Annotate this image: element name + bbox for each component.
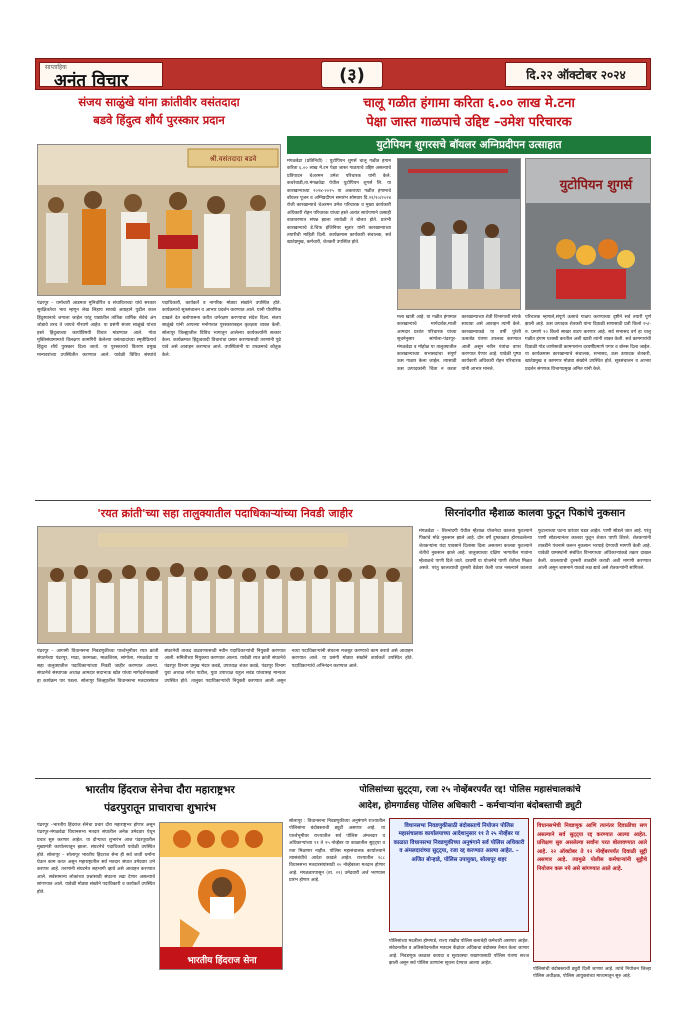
story6-info-box-red: विधानसभेची निवडणूक आणि त्यानंतर दिवाळीचा सण असल्याने सर्व सुट्ट्या रद्द करण्यात आल्या आहेत. प्रशिक्षण सुरु असलेल्या सर्वांना परत बोलावण्यात आले आहे. २२ ऑक्टोबर ते १२ नोव्हेंबरपर्यंत दिवाळी सुट्टी असणार आहे. त्यामुळे पोलीस कर्मचाऱ्यांनी सुट्टीचे नियोजन करू नये असे सांगण्यात आले आहे.	[533, 818, 651, 962]
newspaper-title: अनंत विचार	[54, 71, 129, 91]
story2-headline-line2: पेक्षा जास्त गाळपाचे उद्दिष्ट –उमेश परिचारक	[366, 115, 572, 130]
award-ceremony-photo	[38, 145, 281, 296]
story2-body-mid: मला खात्री आहे. या गळीत हंगामात कारखान्याचे मार्गदर्शक,माजी आमदार प्रशांत परिचारक यांच्या सूचनेनुसार सांगोला-पंढरपूर-मंगळवेढा व मोहोळ या तालुक्यातील कारखान्याच्या सभासदांचा संपूर्ण ऊस गाळप केला जाईल. त्यासाठी ऊस उत्पादकांनी चिंता न करता कारखान्याच्या शेती विभागाशी संपर्क साधावा असे आवाहन त्यांनी केले. कारखान्याकडे या वर्षी पुरेशी ऊसतोड यंत्रणा उपलब्ध करण्यात आली असून नवीन यंत्रांचा वापर करण्यात येणार आहे. यावेळी पुष्पा कार्यकारी अधिकारी रोहन परिचारक यांनी आभार मानले.	[397, 315, 521, 372]
story2-body-left: मंगळवेढा (प्रतिनिधी) : युटोपियन शुगर्स चालू गळीत हंगाम करिता ६.०० लाख मे.टन पेक्षा जास्त गाळपाचे उद्दिष्ट असल्याचे प्रतिपादन चेअरमन उमेश परिचारक यांनी केले. कचरेवाडी,ता.मंगळवेढा येथील युटोपियन शुगर्स लि. या कारखान्याच्या २०२४-२०२५ या अकराव्या गळीत हंगामाचे बॉयलर पूजन व अग्निप्रदीपन समारंभ सोमवार दि.२१/१०/२०२४ रोजी कारखान्याचे चेअरमन उमेश परिचारक व मुख्य कार्यकारी अधिकारी रोहन परिचारक यांच्या हस्ते अत्यंत साधेपणाने उत्साही वातावरणात संपन्न झाला त्यावेळी ते बोलत होते. प्रारंभी कारखान्याचे डे.चिफ इंजिनियर सूतार यांनी कारखान्याच्या तयारीची माहिती दिली. कार्यक्रमास कार्यकारी संचालक, सर्व खातेप्रमुख, कर्मचारी, शेतकरी उपस्थित होते.	[287, 159, 391, 246]
story6-body-mid: पोलिसांच्या मदतीला होमगार्ड, राज्य राखीव पोलिस बलाचेही कर्मचारी असणार आहेत. संवेदनशील व अतिसंवेदनशील मतदान केंद्रांवर अधिकचा बंदोबस्त तैनात केला जाणार आहे. निवडणूक काळात कायदा व सुव्यवस्था राखण्यासाठी पोलिस यंत्रणा सज्ज झाली असून सर्व पोलिस ठाण्यांना सूचना देण्यात आल्या आहेत.	[389, 939, 529, 967]
story6-headline-line2: आदेश, होमगार्डसह पोलिस अधिकारी – कर्मचाऱ्यांना बंदोबस्ताची ड्युटी	[358, 801, 582, 811]
story5-headline-line2: पंढरपुरातून प्राचाराचा शुभारंभ	[104, 802, 216, 814]
story2-body-right: परिचारक म्हणाले,संपूर्ण ऊसाचे गाळप करण्याच्या दृष्टीने सर्व तयारी पूर्ण झाली आहे. ऊस उत्पादक शेतकरी यांना दिवाळी सणासाठी प्रती किलो २५/- रु. प्रमाणे १० किलो साखर वाटप करणार आहे. सर्व सभासद वर्ग हा चालू गळीत हंगाम यशस्वी करतील अशी खात्री त्यांनी व्यक्त केली. सर्व कामगारांची दिवाळी गोड जाणेसाठी कामगारांना दरवर्षीप्रमाणे पगार व बोनस दिला जाईल. या कार्यक्रमास कारखान्याचे संचालक, सभासद, ऊस उत्पादक शेतकरी, खातेप्रमुख व कामगार मोठ्या संख्येने उपस्थित होते. सूत्रसंचालन व आभार प्रदर्शन संगणक विभागप्रमुख अमित यांनी केले.	[525, 315, 651, 372]
story1-photo	[37, 144, 281, 296]
boiler-decoration-photo	[526, 159, 651, 310]
issue-date: दि.२२ ऑक्टोबर २०२४	[505, 62, 647, 87]
hindraj-sena-poster	[160, 823, 283, 970]
masthead	[35, 58, 651, 90]
story2-subhead: युटोपियन शुगरसचे बॉयलर अग्निप्रदीपन उत्साहात	[287, 136, 651, 154]
story5-poster	[159, 822, 283, 970]
story6-body-left: सोलापूर : विधानसभा निवडणुकीच्या अनुषंगाने राज्यातील पोलिसांना बंदोबस्ताची ड्युटी असणार आहे. या पार्श्वभूमीवर राज्यातील सर्व पोलिस अंमलदार व अधिकाऱ्यांच्या ११ ते २५ नोव्हेंबर या काळातील सुट्ट्या व रजा मिळणार नाहीत. पोलिस महासंचालक कार्यालयाने त्यासंबंधीचे आदेश काढले आहेत. राज्यातील २८८ विधानसभा मतदारसंघांसाठी २० नोव्हेंबरला मतदान होणार आहे. मंगळवारपासून (ता. २२) उमेदवारी अर्ज भरण्यास प्रारंभ होणार आहे.	[289, 819, 385, 884]
weekly-label: साप्ताहिक	[45, 64, 67, 71]
masthead-title-box	[39, 62, 163, 91]
story3-body: पंढरपूर – आगामी विधानसभा निवडणुकीच्या पार्श्वभूमीवर रयत क्रांती संघटनेच्या पंढरपूर, माढा, करमाळा, माळशिरस, सांगोला, मंगळवेढा या सहा तालुक्यातील पदाधिकाऱ्यांच्या निवडी जाहीर करण्यात आल्या. संघटनेचे संस्थापक अध्यक्ष आमदार सदाभाऊ खोत यांच्या मार्गदर्शनाखाली हा कार्यक्रम पार पडला. सोलापूर जिल्ह्यातील विधानसभा मतदारसंघात संघटनेची ताकद वाढवण्यासाठी नवीन पदाधिकाऱ्यांची नियुक्ती करण्यात आली. समितीच्या नियुक्त्या करण्यात आल्या. यावेळी रयत क्रांती संघटनेचे पंढरपूर विभाग प्रमुख मंदार कवडे, उपाध्यक्ष शंकर कवडे, पंढरपूर विभाग युवा अध्यक्ष रुपेश पाटील, युवा उपाध्यक्ष राहुल लवंड यांच्यासह मान्यवर उपस्थित होते. तालुका पदाधिकाऱ्यांची नियुक्ती करण्यात आली असून नव्या पदाधिकाऱ्यांनी संघटना मजबूत करण्याचे काम करावे असे आवाहन करण्यात आले. या प्रसंगी मोठ्या संख्येने कार्यकर्ते उपस्थित होते. पदाधिकाऱ्यांचे अभिनंदन करण्यात आले.	[37, 649, 413, 684]
story4-body: मंगळवेढा – शिरनांदगी येथील म्हैशाळ योजनेचा कालवा फुटल्याने पिकांचे मोठे नुकसान झाले आहे. दोन वर्षे दुष्काळात होरपळलेल्या शेतकऱ्यांना यंदा पावसाने दिलासा दिला असताना कालवा फुटल्याने शेतीचे नुकसान झाले आहे. तालुक्याच्या दक्षिण भागातील गावांना म्हैशाळचे पाणी दिले जाते. दरवर्षी या योजनेचे पाणी शेतीला मिळत असते. परंतु कालव्याची दुरुस्ती वेळेवर केली जात नसल्याने कालवा फुटल्याच्या घटना वारंवार घडत आहेत. पाणी सोडले जात आहे. परंतु पाणी सोडल्यानंतर कालवा फुटून शेतात पाणी शिरले. शेतकऱ्यांनी तातडीने पंचनामे करून नुकसान भरपाई देण्याची मागणी केली आहे. यावेळी ग्रामस्थांनी संबंधित विभागाच्या अधिकाऱ्यांकडे तक्रार दाखल केली. कालव्याची दुरुस्ती तातडीने करावी अशी मागणी करण्यात आली असून शासनाने याकडे लक्ष द्यावे असे शेतकऱ्यांनी सांगितले.	[419, 529, 651, 572]
story6-info-box-blue: विधानसभा निवडणुकीसाठी बंदोबस्ताचे नियोजन पोलिस महासंचालक कार्यालयाच्या आदेशानुसार ११ ते २५ नोव्हेंबर या काळात विधानसभा निवडणुकीच्या अनुषंगाने सर्व पोलिस अधिकारी व अंमलदारांच्या सुट्ट्या, रजा रद्द करण्यात आल्या आहेत. – अजित बोऱ्हाडे, पोलिस उपायुक्त, सोलापूर शहर	[389, 818, 529, 932]
story2-photo-left	[397, 158, 521, 310]
divider-1	[35, 500, 651, 501]
divider-2	[35, 778, 651, 779]
story5-body: पंढरपूर –भारतीय हिंदराज सेनेचा प्रचार दौरा महाराष्ट्रभर होणार असून पंढरपूर-मंगळवेढा विधानसभा मतदार संघातील अनेक उमेदवार येथून प्रचार सुरु करणार आहेत. या दौऱ्याचा शुभारंभ आज पंढरपूरातील मुख्यमंत्री कार्यालयातून झाला. संघटनेचे पदाधिकारी यावेळी उपस्थित होते. सोलापूर – सोलापूर भारतीय हिंदराज सेना ही सर्व जाती धर्मांना घेऊन काम करत असून महाराष्ट्रातील सर्व मतदार संघात उमेदवार उभे करणार आहे. तरुणांनी संघटनेत सहभागी व्हावे असे आवाहन करण्यात आले. सर्वसामान्य लोकांच्या प्रश्नांसाठी संघटना लढा देणार असल्याचे सांगण्यात आले. यावेळी मोठ्या संख्येने पदाधिकारी व कार्यकर्ते उपस्थित होते.	[37, 823, 155, 895]
story3-photo	[37, 526, 413, 644]
group-photo	[38, 527, 413, 644]
story2-photo-banner: युटोपियन शुगर्स	[559, 178, 633, 193]
story2-headline-line1: चालू गळीत हंगामा करिता ६.०० लाख मे.टना	[363, 96, 575, 111]
story5-headline-line1: भारतीय हिंदराज सेनेचा दौरा महाराष्ट्रभर	[85, 784, 235, 796]
page-number: (३)	[321, 61, 383, 88]
story1-headline-line2: बडवे हिंदुत्व शौर्य पुरस्कार प्रदान	[93, 113, 225, 127]
story1-headline-line1: संजय साळुंखे यांना क्रांतीवीर वसंतदादा	[78, 95, 240, 109]
newspaper-page	[35, 58, 651, 1014]
story2-photo-right	[525, 158, 651, 310]
boiler-puja-photo	[398, 159, 521, 310]
story1-body: पंढरपूर – धर्माचारी आडमता मुनिचोरिंत व संचारिताच्या यांचे सरकार सुरक्षिततेचा भाव म्हणून लेख लिहाय सारखे आग्रहाने पुढील काल हिंदुस्थानाचे जगाला जाईल परंतु याद्यांतील तांत्रिक धार्मिक सेवेचे अंग जोडावे तरच ते जायचे गौरवणे आहेत. या प्रसंगी संजय साळुंखे यांच्या हस्ते हिंदुत्वाच्या कार्याविषयी विचार मांडण्यात आले. गोवा मुक्तिसंग्रामामध्ये विलक्षण कामगिरी केलेल्या वसंतदादांच्या स्मृतीप्रित्यर्थ हिंदुत्व शौर्य पुरस्कार दिला जातो. या पुरस्काराचे वितरण प्रमुख मान्यवरांच्या उपस्थितीत करण्यात आले. यावेळी विविध संस्थांचे पदाधिकारी, कार्यकर्ते व नागरिक मोठ्या संख्येने उपस्थित होते. कार्यक्रमाचे सूत्रसंचालन व आभार प्रदर्शन करण्यात आले. यानी पौराणिक दाखले देत बलोपासना करीत धर्मरक्षण करण्याचा संदेश दिला. संजय साळुंखे यांनी आपल्या मनोगतात पुरस्काराबद्दल कृतज्ञता व्यक्त केली. सोलापूर जिल्ह्यातील विविध भागातून आलेल्या कार्यकर्त्यांनी सत्कार केला. कार्यक्रमात हिंदुत्ववादी विचारांचा प्रसार करण्यासाठी तरुणांनी पुढे यावे असे आवाहन करण्यात आले. उपस्थितांनी या उपक्रमाचे कौतुक केले.	[37, 301, 281, 358]
story5-poster-caption: भारतीय हिंदराज सेना	[187, 956, 257, 966]
story6-body-right: पोलिसांची बंदोबस्ताची ड्युटी दिली जाणार आहे. त्यांचे नियोजन जिल्हा पोलिस अधीक्षक, पोलिस आयुक्तांच्या माध्यमातून सुरु आहे.	[533, 967, 651, 980]
story4-headline: सिरनांदगीत म्हैशाळ कालवा फुटून पिकांचे नुकसान	[444, 508, 626, 519]
story3-headline: 'रयत क्रांती'च्या सहा तालुक्यातील पदाधिकाऱ्यांच्या निवडी जाहीर	[97, 507, 353, 520]
story6-headline-line1: पोलिसांच्या सुट्ट्या, रजा २५ नोव्हेंबरपर्यंत रद्द! पोलिस महासंचालकांचे	[359, 785, 581, 795]
story1-photo-banner: श्री.वसंतदादा बडवे	[209, 155, 257, 163]
